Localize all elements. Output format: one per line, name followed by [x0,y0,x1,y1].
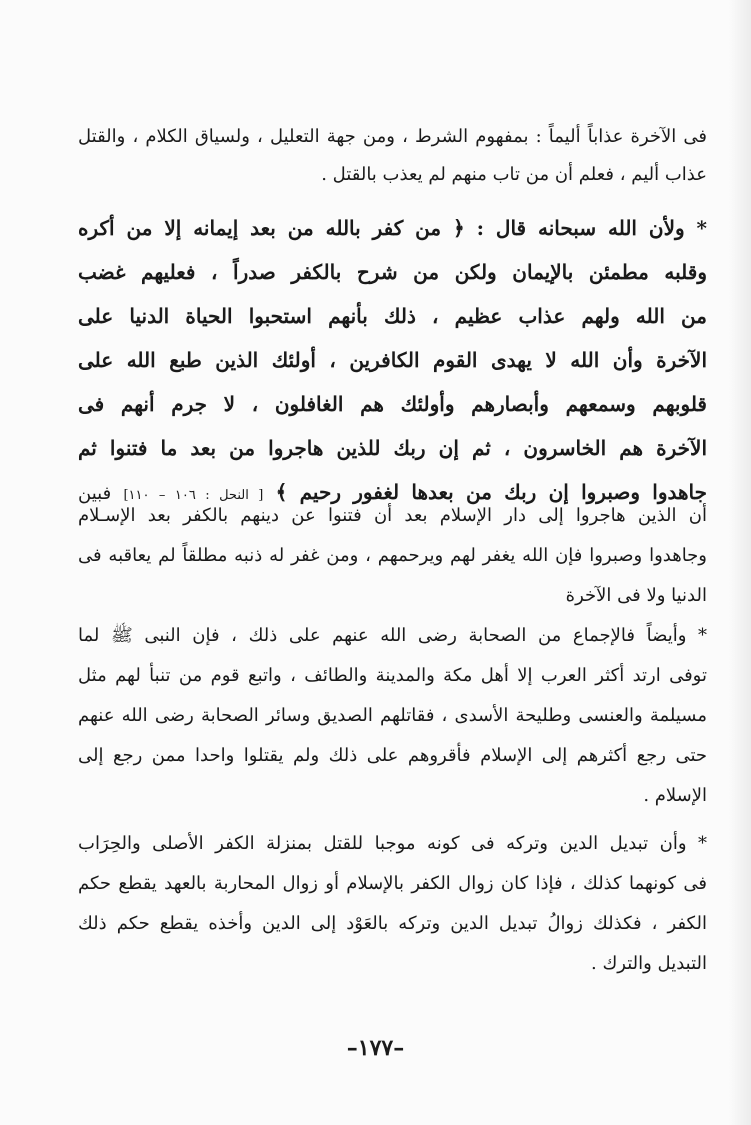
text-line: أن الذين هاجروا إلى دار الإسلام بعد أن فتنوا عن دينهم بالكفر بعد الإسـلام [78,505,707,526]
text-line: حتى رجع أكثرهم إلى الإسلام فأقروهم على ذلك ولم يقتلوا واحدا ممن رجع إلى [78,745,707,766]
text-line: الكفر ، فكذلك زوالُ تبديل الدين وتركه بالعَوْد إلى الدين وأخذه يقطع حكم ذلك [78,913,707,934]
text-line: مسيلمة والعنسى وطليحة الأسدى ، فقاتلهم الصديق وسائر الصحابة رضى الله عنهم [78,705,707,726]
quote-line: * ولأن الله سبحانه قال : ﴿ من كفر بالله من بعد إيمانه إلا من أكره [78,216,707,240]
paragraph-1 [78,118,707,194]
paragraph-4 [78,824,707,984]
continuation-word: فبين [78,483,112,504]
quote-line: الآخرة هم الخاسرون ، ثم إن ربك للذين هاجروا من بعد ما فتنوا ثم [78,436,707,460]
text-line: عذاب أليم ، فعلم أن من تاب منهم لم يعذب بالقتل . [321,164,707,185]
quote-end-text: جاهدوا وصبروا إن ربك من بعدها لغفور رحيم ﴾ [275,480,707,504]
text-line: الإسلام . [643,785,707,806]
text-line: * وأن تبديل الدين وتركه فى كونه موجبا للقتل بمنزلة الكفر الأصلى والحِرَاب [78,833,707,854]
text-line: التبديل والترك . [591,953,707,974]
quote-line: الآخرة وأن الله لا يهدى القوم الكافرين ، أولئك الذين طبع الله على [78,348,707,372]
text-line: توفى ارتد أكثر العرب إلا أهل مكة والمدينة والطائف ، واتبع قوم من تنبأ لهم مثل [78,665,707,686]
text-line: وجاهدوا وصبروا فإن الله يغفر لهم ويرحمهم ، ومن غفر له ذنبه مطلقاً لم يعاقبه فى [78,545,707,566]
text-line: الدنيا ولا فى الآخرة [565,585,707,606]
paragraph-2-explanation [78,496,707,616]
text-line: * وأيضاً فالإجماع من الصحابة رضى الله عنهم على ذلك ، فإن النبى ﷺ لما [78,625,707,646]
page-number: –١٧٧– [346,1035,405,1061]
text-line: فى الآخرة عذاباً أليماً : بمفهوم الشرط ، ومن جهة التعليل ، ولسياق الكلام ، والقتل [78,126,707,147]
paragraph-3 [78,616,707,816]
quote-line: من الله ولهم عذاب عظيم ، ذلك بأنهم استحبوا الحياة الدنيا على [78,304,707,328]
quran-citation: [ النحل : ١٠٦ – ١١٠] [123,488,264,503]
quote-line: وقلبه مطمئن بالإيمان ولكن من شرح بالكفر صدراً ، فعليهم غضب [78,260,707,284]
paragraph-2-quote [78,206,707,514]
text-line: فى كونهما كذلك ، فإذا كان زوال الكفر بالإسلام أو زوال المحاربة بالعهد يقطع حكم [78,873,707,894]
page-edge-shadow [729,0,751,1125]
quote-line: قلوبهم وسمعهم وأبصارهم وأولئك هم الغافلون ، لا جرم أنهم فى [78,392,707,416]
